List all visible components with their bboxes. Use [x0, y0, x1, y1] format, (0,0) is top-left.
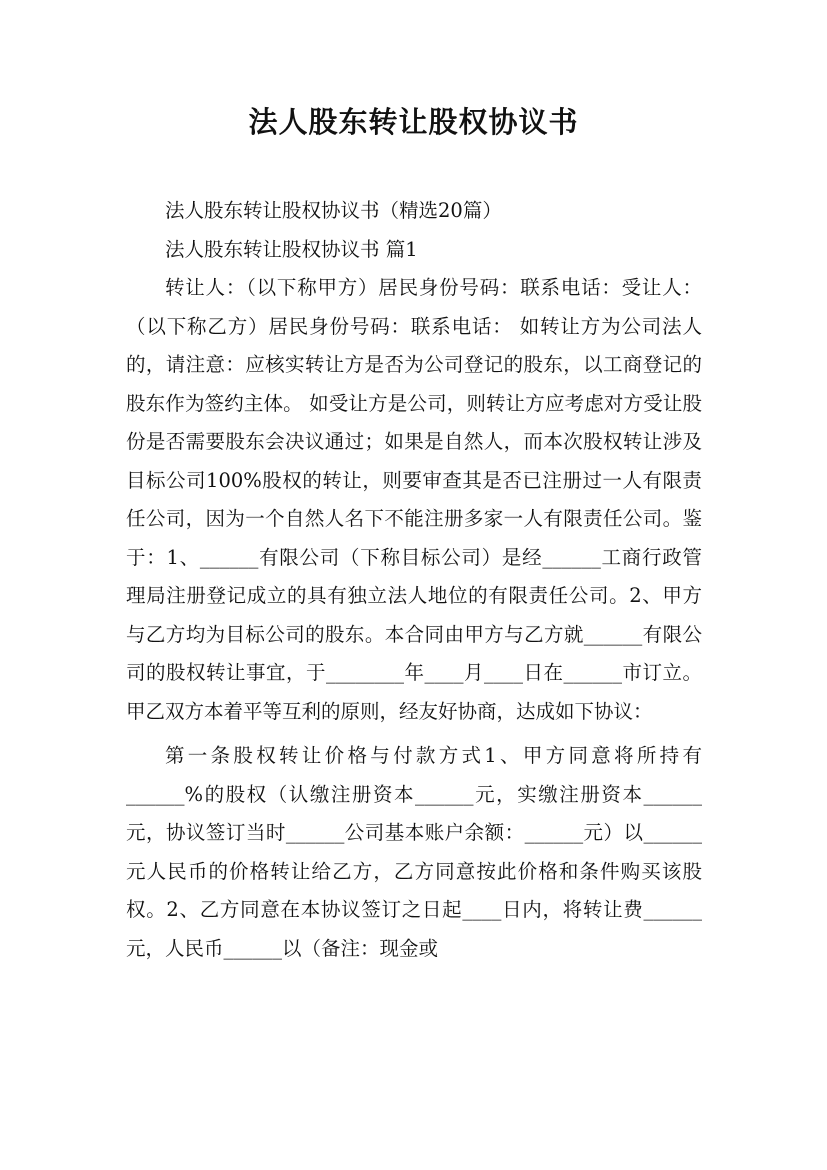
document-title: 法人股东转让股权协议书	[248, 105, 579, 139]
document-body	[126, 192, 702, 968]
paragraph-parties: 转让人：（以下称甲方）居民身份号码：联系电话：受让人：（以下称乙方）居民身份号码：联系电话： 如转让方为公司法人的，请注意：应核实转让方是否为公司登记的股东，以工商登记的股东作为签约主体。 如受让方是公司，则转让方应考虑对方受让股份是否需要股东会决议通过；如果是自然人，而本次股权转让涉及目标公司100%股权的转让，则要审查其是否已注册过一人有限责任公司，因为一个自然人名下不能注册多家一人有限责任公司。鉴于：1、______有限公司（下称目标公司）是经______工商行政管理局注册登记成立的具有独立法人地位的有限责任公司。2、甲方与乙方均为目标公司的股东。本合同由甲方与乙方就______有限公司的股权转让事宜，于________年____月____日在______市订立。甲乙双方本着平等互利的原则，经友好协商，达成如下协议：	[126, 276, 702, 723]
paragraph-article-1: 第一条股权转让价格与付款方式1、甲方同意将所持有______%的股权（认缴注册资本______元，实缴注册资本______元，协议签订当时______公司基本账户余额：______元）以______元人民币的价格转让给乙方，乙方同意按此价格和条件购买该股权。2、乙方同意在本协议签订之日起____日内，将转让费______元，人民币______以（备注：现金或	[126, 744, 702, 960]
section-heading: 法人股东转让股权协议书 篇1	[165, 237, 418, 261]
subtitle-line: 法人股东转让股权协议书（精选20篇）	[165, 199, 502, 222]
